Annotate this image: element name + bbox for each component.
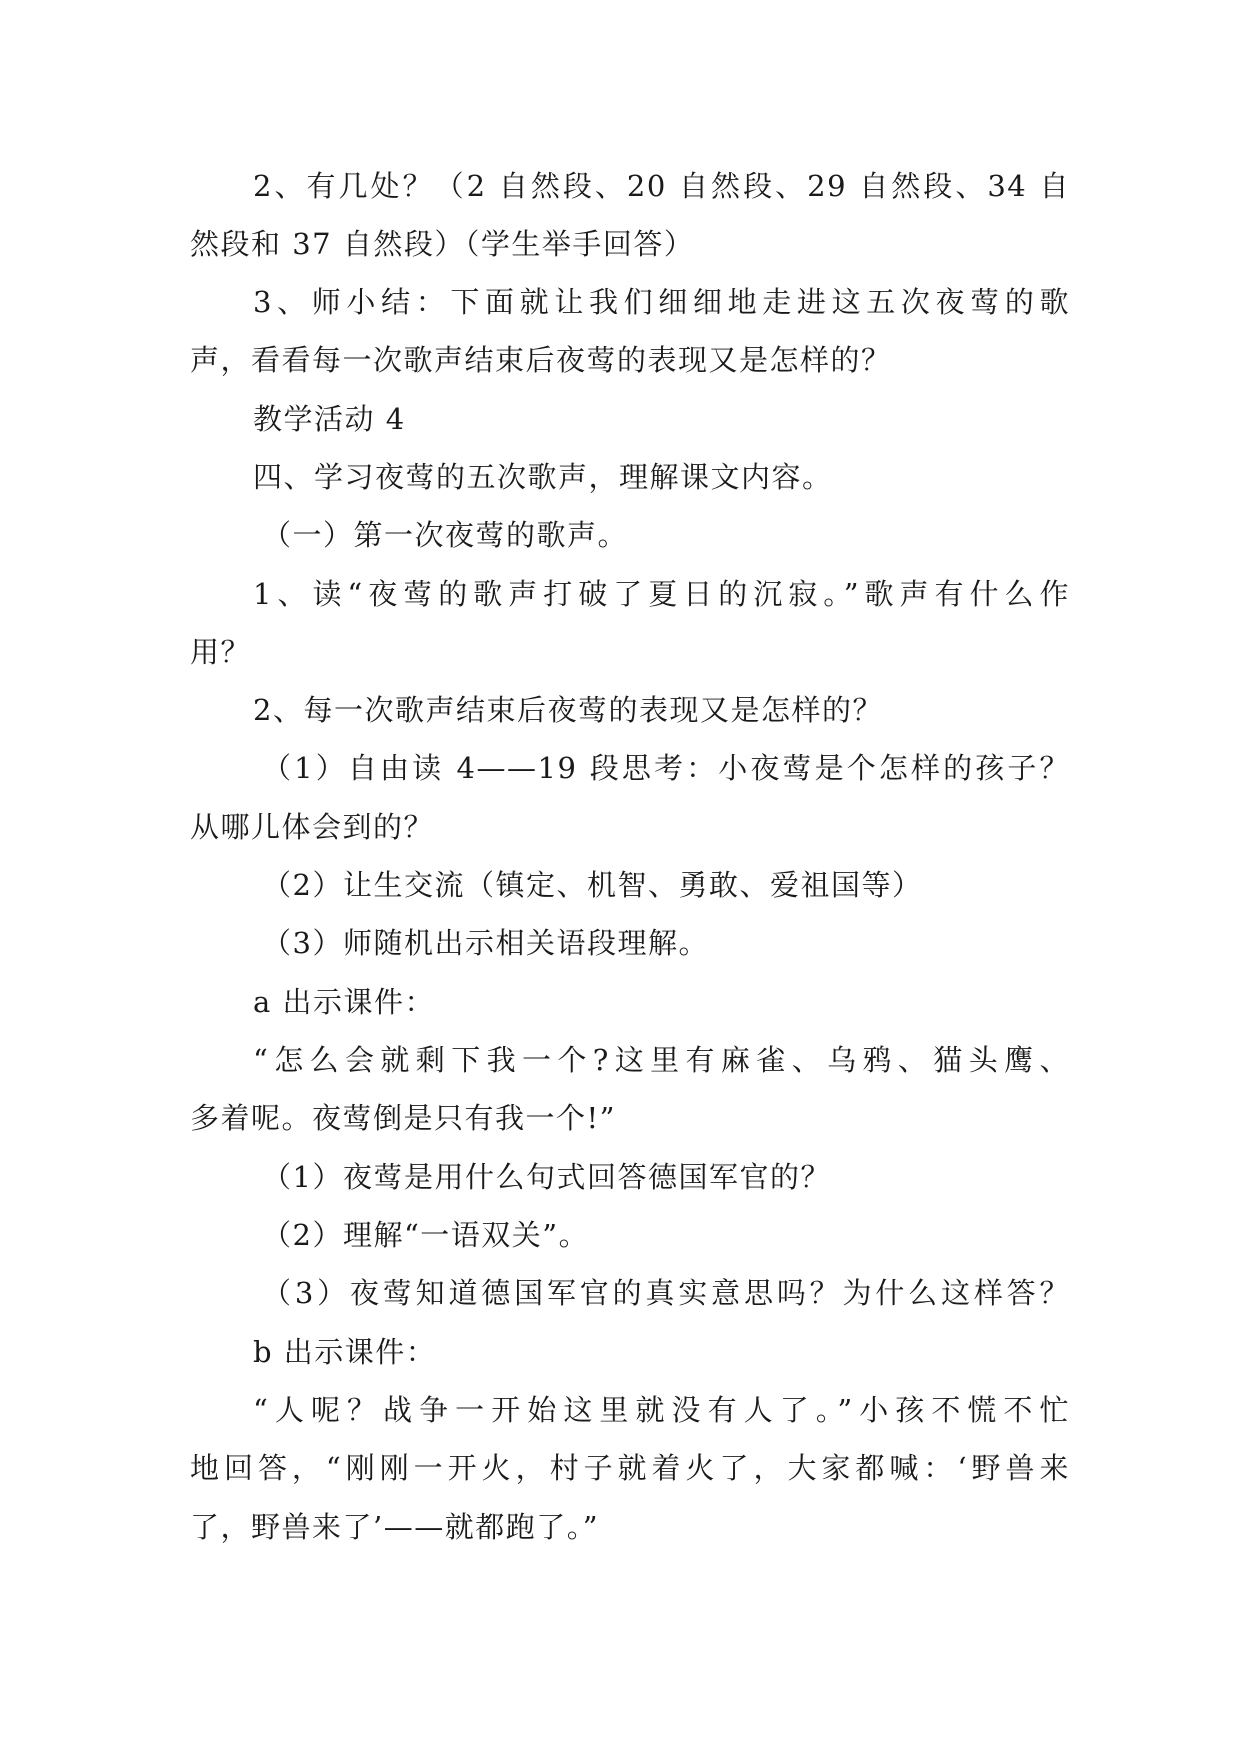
section-heading-four: 四、学习夜莺的五次歌声，理解课文内容。 — [253, 460, 833, 494]
question-a-3: （3）夜莺知道德国军官的真实意思吗？为什么这样答？ — [262, 1276, 1070, 1310]
paragraph-line-11: （1）自由读 4——19 段思考：小夜莺是个怎样的孩子？ — [262, 751, 1070, 785]
quote-b-line-3: 了，野兽来了’——就都跑了。” — [190, 1510, 600, 1544]
question-a-2: （2）理解“一语双关”。 — [262, 1218, 590, 1252]
subsection-heading-first-song: （一）第一次夜莺的歌声。 — [262, 518, 629, 552]
section-heading-activity-4: 教学活动 4 — [253, 402, 406, 436]
courseware-label-b: b 出示课件： — [253, 1335, 437, 1369]
quote-a-line-1: “怎么会就剩下我一个?这里有麻雀、乌鸦、猫头鹰、 — [253, 1043, 1070, 1077]
courseware-label-a: a 出示课件： — [253, 985, 436, 1019]
paragraph-line-13: （2）让生交流（镇定、机智、勇敢、爱祖国等） — [262, 868, 923, 902]
paragraph-line-2: 然段和 37 自然段）（学生举手回答） — [190, 227, 695, 261]
paragraph-line-3: 3、师小结：下面就让我们细细地走进这五次夜莺的歌 — [253, 285, 1070, 319]
paragraph-line-1: 2、有几处？（2 自然段、20 自然段、29 自然段、34 自 — [253, 169, 1070, 203]
paragraph-line-10: 2、每一次歌声结束后夜莺的表现又是怎样的？ — [253, 693, 883, 727]
paragraph-line-9: 用？ — [190, 635, 252, 669]
quote-b-line-1: “人呢？战争一开始这里就没有人了。”小孩不慌不忙 — [253, 1393, 1070, 1427]
paragraph-line-8: 1、读“夜莺的歌声打破了夏日的沉寂。”歌声有什么作 — [253, 577, 1070, 611]
question-a-1: （1）夜莺是用什么句式回答德国军官的？ — [262, 1160, 831, 1194]
paragraph-line-14: （3）师随机出示相关语段理解。 — [262, 926, 709, 960]
quote-b-line-2: 地回答，“刚刚一开火，村子就着火了，大家都喊：‘野兽来 — [190, 1451, 1070, 1485]
paragraph-line-12: 从哪儿体会到的？ — [190, 810, 435, 844]
paragraph-line-4: 声，看看每一次歌声结束后夜莺的表现又是怎样的？ — [190, 343, 892, 377]
quote-a-line-2: 多着呢。夜莺倒是只有我一个!” — [190, 1101, 616, 1135]
